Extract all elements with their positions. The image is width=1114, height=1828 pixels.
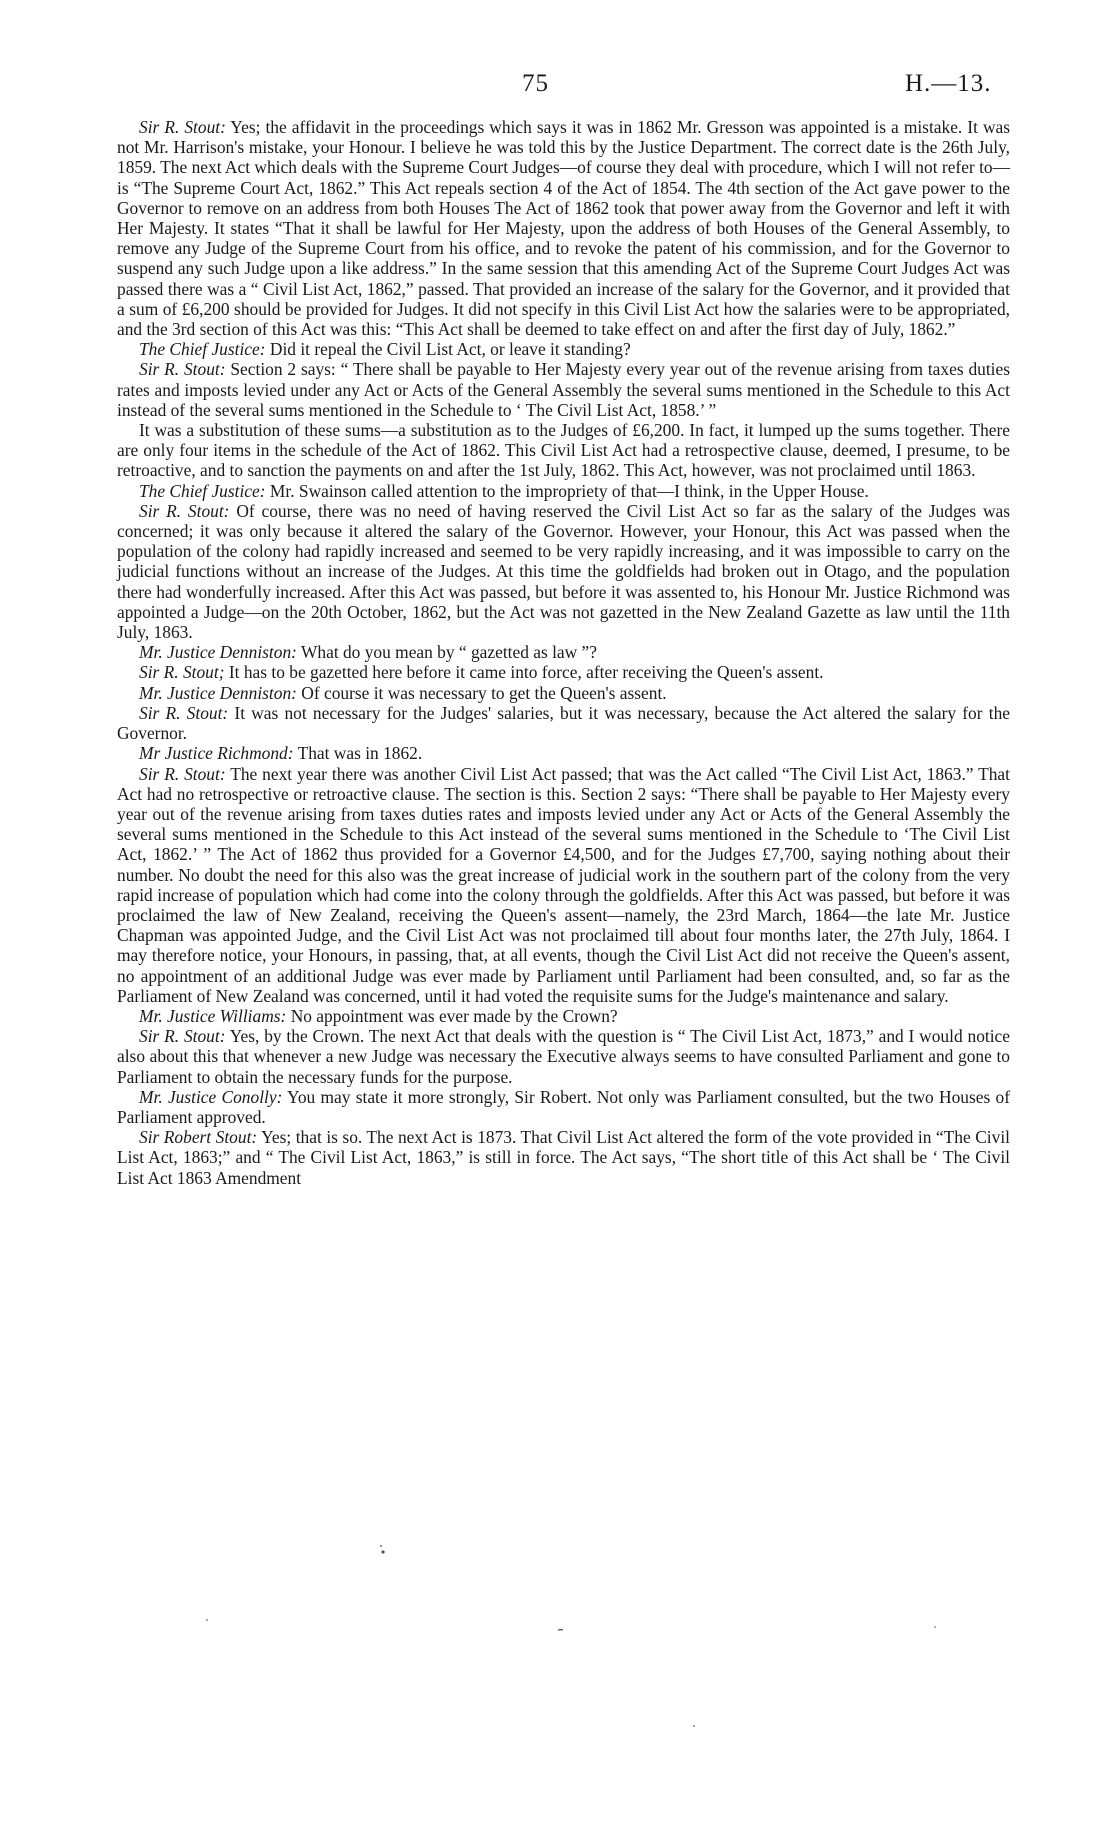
- paragraph: [117, 703, 1010, 743]
- paragraph: [117, 359, 1010, 420]
- speaker-name: Sir R. Stout:: [139, 1026, 226, 1047]
- paragraph: [117, 642, 1010, 662]
- paragraph-text: That was in 1862.: [297, 743, 423, 764]
- paragraph-text: The next year there was another Civil List Act passed; that was the Act called “The Civil List Act, 1863.” That Act had no retrospective or retroactive clause. The section is this. Section 2 says: “There shall be payable to Her Majesty every year out of the revenue arising from taxes duties rates and imposts levied under any Act or Acts of the General Assembly the several sums mentioned in the Schedule to this Act instead of the several sums mentioned in the Schedule to ‘The Civil List Act, 1862.’ ” The Act of 1862 thus provided for a Governor £4,500, and for the Judges £7,700, saying nothing about their number. No doubt the need for this also was the great increase of judicial work in the southern part of the colony from the very rapid increase of population which had come into the colony through the goldfields. After this Act was passed, but before it was proclaimed the law of New Zealand, receiving the Queen's assent—namely, the 23rd March, 1864—the late Mr. Justice Chapman was appointed Judge, and the Civil List Act was not proclaimed till about four months later, the 27th July, 1864. I may therefore notice, your Honours, in passing, that, at all events, though the Civil List Act did not receive the Queen's assent, no appointment of an additional Judge was ever made by Parliament until Parliament had been consulted, and, so far as the Parliament of New Zealand was concerned, until it had voted the requisite sums for the Judge's maintenance and salary.: [117, 763, 1010, 1006]
- scan-speck: [380, 1545, 382, 1547]
- paragraph-text: No appointment was ever made by the Crown?: [290, 1005, 618, 1026]
- speaker-name: Sir R. Stout:: [139, 702, 229, 723]
- document-body: [117, 117, 1010, 1188]
- speaker-name: Mr. Justice Williams:: [139, 1005, 287, 1026]
- paragraph: [117, 501, 1010, 642]
- paragraph-text: Of course it was necessary to get the Queen's assent.: [301, 682, 667, 703]
- paragraph: [117, 1087, 1010, 1127]
- speaker-name: Sir R. Stout:: [139, 117, 226, 137]
- paragraph-text: It was a substitution of these sums—a substitution as to the Judges of £6,200. In fact, it lumped up the sums together. There are only four items in the schedule of the Act of 1862. This Civil List Act had a retrospective clause, deemed, I presume, to be retroactive, and to sanction the payments on and after the 1st July, 1862. This Act, however, was not proclaimed until 1863.: [117, 420, 1010, 481]
- speaker-name: Mr Justice Richmond:: [139, 743, 294, 764]
- paragraph-text: Mr. Swainson called attention to the impropriety of that—I think, in the Upper House.: [269, 480, 869, 501]
- scan-speck: [934, 1626, 936, 1628]
- scan-speck: [558, 1629, 563, 1631]
- scan-speck: [693, 1725, 695, 1727]
- paragraph-text: It has to be gazetted here before it came into force, after receiving the Queen's assent.: [228, 662, 824, 683]
- paragraph-text: Yes; the affidavit in the proceedings which says it was in 1862 Mr. Gresson was appointed is a mistake. It was not Mr. Harrison's mistake, your Honour. I believe he was told this by the Justice Department. The correct date is the 26th July, 1859. The next Act which deals with the Supreme Court Judges—of course they deal with procedure, which I will not refer to—is “The Supreme Court Act, 1862.” This Act repeals section 4 of the Act of 1854. The 4th section of the Act gave power to the Governor to remove on an address from both Houses The Act of 1862 took that power away from the Governor and left it with Her Majesty. It states “That it shall be lawful for Her Majesty, upon the address of both Houses of the General Assembly, to remove any Judge of the Supreme Court from his office, and to revoke the patent of his commission, and for the Governor to suspend any such Judge upon a like address.” In the same session that this amending Act of the Supreme Court Judges Act was passed there was a “ Civil List Act, 1862,” passed. That provided an increase of the salary for the Governor, and it provided that a sum of £6,200 should be provided for Judges. It did not specify in this Civil List Act how the salaries were to be appropriated, and the 3rd section of this Act was this: “This Act shall be deemed to take effect on and after the first day of July, 1862.”: [117, 117, 1011, 340]
- speaker-name: Sir R. Stout;: [139, 662, 225, 683]
- page-number: 75: [522, 70, 549, 97]
- paragraph-text: Section 2 says: “ There shall be payable to Her Majesty every year out of the revenue arising from taxes duties rates and imposts levied under any Act or Acts of the General Assembly the several sums mentioned in the Schedule to this Act instead of the several sums mentioned in the Schedule to ‘ The Civil List Act, 1858.’ ”: [117, 359, 1010, 420]
- paragraph: [117, 339, 1010, 359]
- speaker-name: Sir R. Stout:: [139, 763, 226, 784]
- document-reference: H.—13.: [905, 70, 992, 97]
- paragraph-text: It was not necessary for the Judges' salaries, but it was necessary, because the Act altered the salary for the Governor.: [117, 702, 1010, 744]
- paragraph-text: You may state it more strongly, Sir Robert. Not only was Parliament consulted, but the two Houses of Parliament approved.: [117, 1086, 1010, 1127]
- speaker-name: Mr. Justice Conolly:: [139, 1086, 283, 1107]
- scan-speck: [206, 1619, 208, 1621]
- paragraph: [117, 662, 1010, 682]
- paragraph-text: Of course, there was no need of having reserved the Civil List Act so far as the salary of the Judges was concerned; it was only because it altered the salary of the Governor. However, your Honour, this Act was passed when the population of the colony had rapidly increased and seemed to be very rapidly increasing, and it was impossible to carry on the judicial functions without an increase of the Judges. At this time the goldfields had broken out in Otago, and the population there had wonderfully increased. After this Act was passed, but before it was assented to, his Honour Mr. Justice Richmond was appointed a Judge—on the 20th October, 1862, but the Act was not gazetted in the New Zealand Gazette as law until the 11th July, 1863.: [117, 500, 1010, 643]
- page-header: [0, 62, 1114, 102]
- paragraph: [117, 743, 1010, 763]
- paragraph: [117, 1127, 1010, 1188]
- scan-speck: [381, 1550, 384, 1553]
- speaker-name: Sir R. Stout:: [139, 359, 226, 380]
- speaker-name: Sir Robert Stout:: [139, 1127, 258, 1148]
- speaker-name: Sir R. Stout:: [139, 500, 230, 521]
- paragraph: [117, 683, 1010, 703]
- speaker-name: Mr. Justice Denniston:: [139, 682, 297, 703]
- paragraph: [117, 481, 1010, 501]
- speaker-name: The Chief Justice:: [139, 339, 266, 360]
- paragraph-text: What do you mean by “ gazetted as law ”?: [300, 642, 597, 663]
- paragraph: [117, 1006, 1010, 1026]
- speaker-name: Mr. Justice Denniston:: [139, 642, 297, 663]
- paragraph: [117, 117, 1010, 339]
- paragraph-text: Yes, by the Crown. The next Act that deals with the question is “ The Civil List Act, 1873,” and I would notice also about this that whenever a new Judge was necessary the Executive always seems to have consulted Parliament and gone to Parliament to obtain the necessary funds for the purpose.: [117, 1026, 1010, 1087]
- paragraph: [117, 420, 1010, 481]
- paragraph: [117, 1026, 1010, 1087]
- paragraph: [117, 764, 1010, 1006]
- paragraph-text: Yes; that is so. The next Act is 1873. That Civil List Act altered the form of the vote provided in “The Civil List Act, 1863;” and “ The Civil List Act, 1863,” is still in force. The Act says, “The short title of this Act shall be ‘ The Civil List Act 1863 Amendment: [117, 1127, 1010, 1188]
- speaker-name: The Chief Justice:: [139, 480, 266, 501]
- paragraph-text: Did it repeal the Civil List Act, or leave it standing?: [269, 339, 631, 360]
